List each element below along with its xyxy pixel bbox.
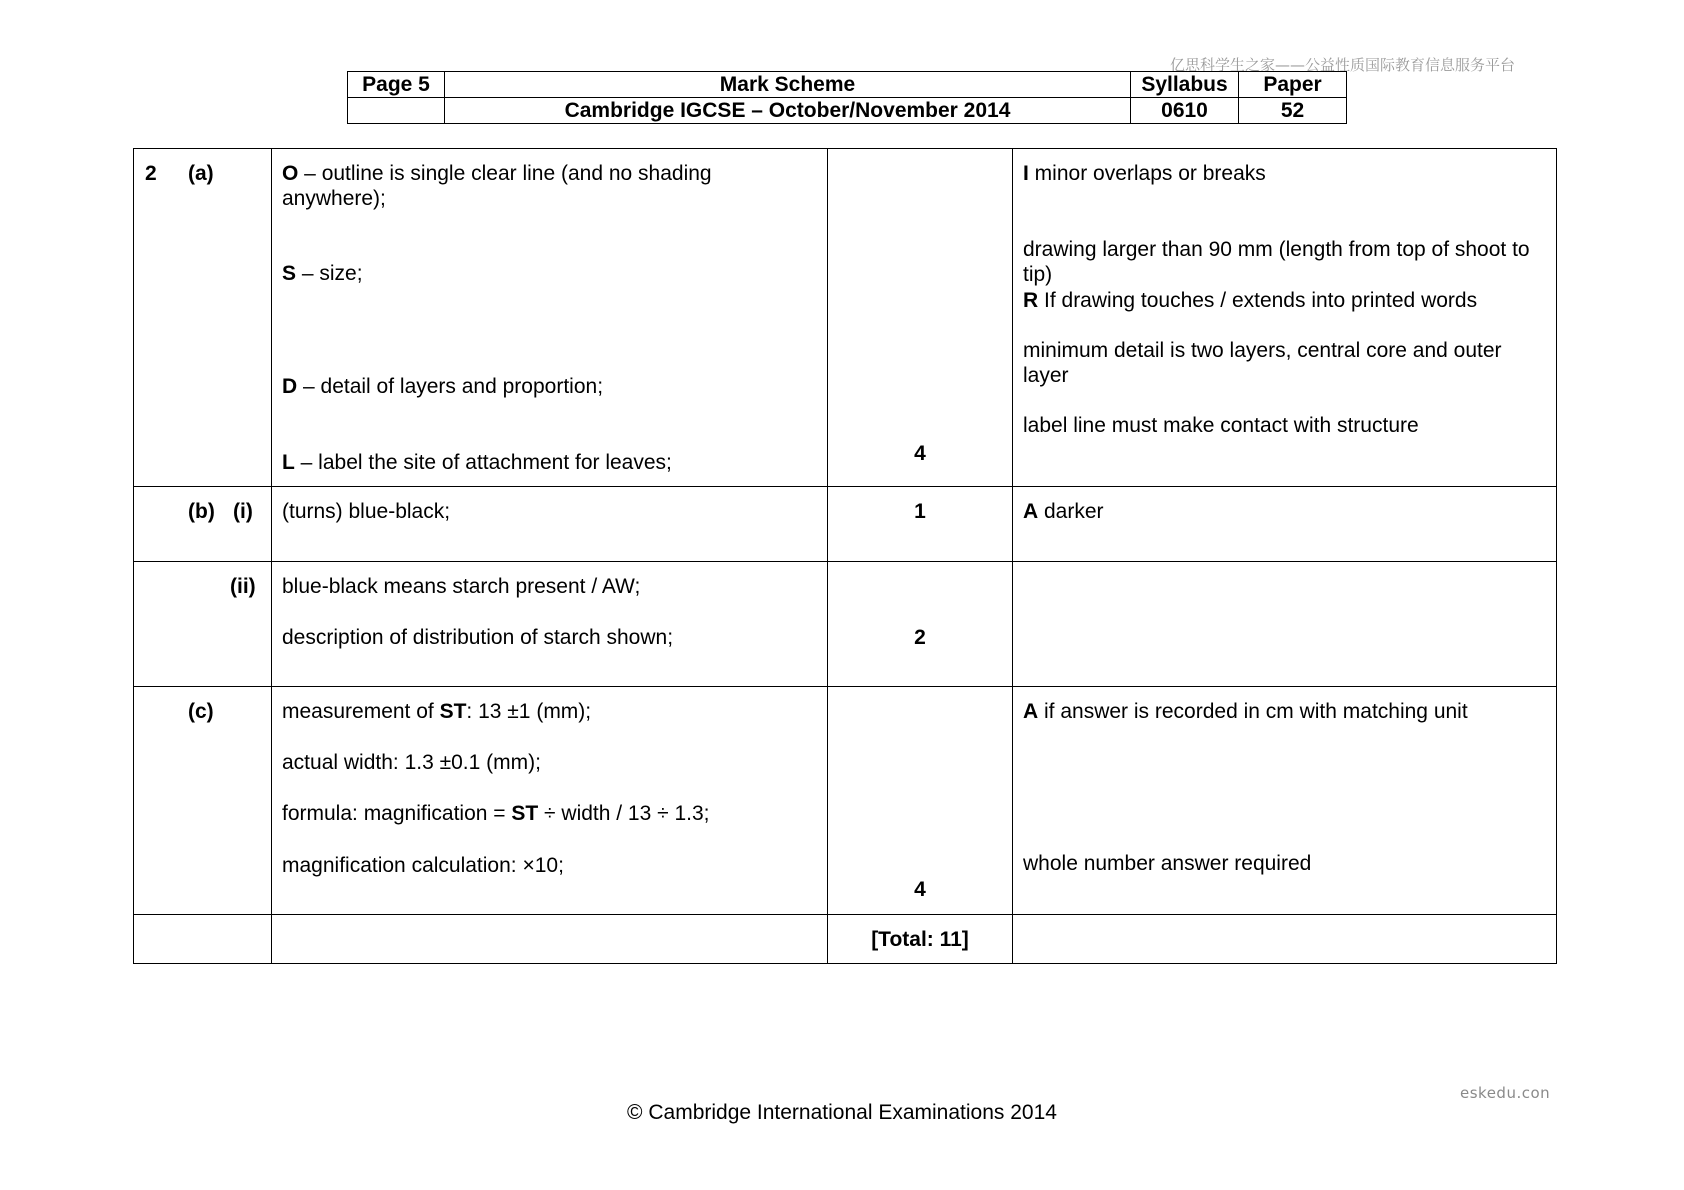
table-row-2b-i [134, 487, 1557, 562]
question-cell [134, 687, 272, 915]
guidance-cell [1013, 915, 1557, 964]
guidance-cell [1013, 687, 1557, 915]
answer-item: L – label the site of attachment for leaves; [282, 451, 672, 474]
marks-value: 4 [914, 442, 926, 465]
marks-cell [828, 487, 1013, 562]
answer-item: (turns) blue-black; [282, 500, 451, 523]
guidance-cell [1013, 149, 1557, 487]
answer-item: measurement of ST: 13 ±1 (mm); [282, 700, 592, 723]
paper-value: 52 [1239, 98, 1347, 124]
answer-cell [272, 149, 828, 487]
marks-cell [828, 562, 1013, 687]
guidance-cell [1013, 562, 1557, 687]
marks-value: 1 [914, 500, 926, 523]
answer-item: formula: magnification = ST ÷ width / 13 ÷ 1.3; [282, 802, 710, 825]
marks-value: 4 [914, 878, 926, 901]
page-label: Page 5 [348, 72, 445, 98]
watermark-site: eskedu.con [1460, 1084, 1551, 1102]
question-part: (c) [188, 700, 214, 723]
header-table [347, 71, 1347, 124]
page-blank [348, 98, 445, 124]
guidance-item: I minor overlaps or breaks [1023, 162, 1266, 185]
answer-cell [272, 687, 828, 915]
syllabus-label: Syllabus [1131, 72, 1239, 98]
guidance-item: A darker [1023, 500, 1104, 523]
table-row-2c [134, 687, 1557, 915]
syllabus-value: 0610 [1131, 98, 1239, 124]
document-title: Mark Scheme [445, 72, 1131, 98]
paper-label: Paper [1239, 72, 1347, 98]
answer-item: O – outline is single clear line (and no shading anywhere); [282, 162, 712, 210]
guidance-cell [1013, 487, 1557, 562]
question-subpart: (i) [233, 500, 253, 523]
marks-cell [828, 149, 1013, 487]
answer-item: description of distribution of starch shown; [282, 626, 674, 649]
guidance-item: whole number answer required [1023, 852, 1312, 875]
answer-item: actual width: 1.3 ±0.1 (mm); [282, 751, 541, 774]
question-cell [134, 149, 272, 487]
table-row-total [134, 915, 1557, 964]
table-row-2b-ii [134, 562, 1557, 687]
question-part: (b) [188, 500, 215, 523]
mark-scheme-table [133, 148, 1557, 964]
question-cell [134, 487, 272, 562]
guidance-item: drawing larger than 90 mm (length from top of shoot to tip) [1023, 238, 1530, 286]
guidance-item: label line must make contact with structure [1023, 414, 1419, 437]
answer-cell [272, 915, 828, 964]
footer-copyright: © Cambridge International Examinations 2014 [627, 1101, 1057, 1124]
guidance-item: minimum detail is two layers, central core and outer layer [1023, 339, 1502, 387]
question-cell [134, 915, 272, 964]
marks-value: 2 [914, 626, 926, 649]
marks-cell [828, 915, 1013, 964]
marks-cell [828, 687, 1013, 915]
answer-cell [272, 487, 828, 562]
answer-item: blue-black means starch present / AW; [282, 575, 641, 598]
watermark-text: 亿思科学生之家——公益性质国际教育信息服务平台 [1170, 56, 1516, 74]
question-part: (a) [188, 162, 214, 185]
answer-item: magnification calculation: ×10; [282, 854, 564, 877]
guidance-item: A if answer is recorded in cm with matching unit [1023, 700, 1468, 723]
total-marks: [Total: 11] [871, 928, 969, 951]
question-number: 2 [145, 162, 157, 185]
document-subtitle: Cambridge IGCSE – October/November 2014 [445, 98, 1131, 124]
question-cell [134, 562, 272, 687]
table-row-2a [134, 149, 1557, 487]
guidance-item: R If drawing touches / extends into printed words [1023, 289, 1478, 312]
answer-item: S – size; [282, 262, 363, 285]
answer-cell [272, 562, 828, 687]
answer-item: D – detail of layers and proportion; [282, 375, 604, 398]
question-subpart: (ii) [230, 575, 256, 598]
